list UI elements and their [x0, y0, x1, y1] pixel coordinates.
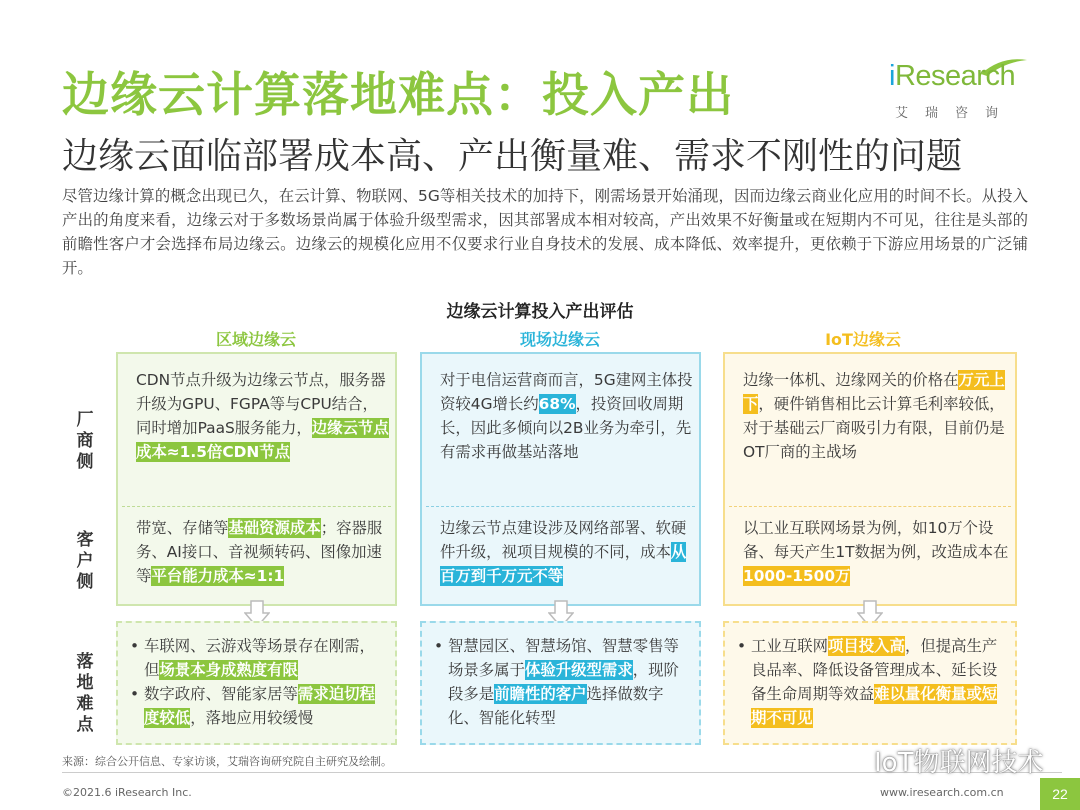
page-number: 22: [1040, 778, 1080, 810]
logo-word: iResearch: [889, 60, 1016, 92]
column-header-onsite: 现场边缘云: [519, 330, 600, 349]
page-subtitle: 边缘云面临部署成本高、产出衡量难、需求不刚性的问题: [62, 136, 963, 177]
row-label-difficulty: 落 地 难 点: [76, 652, 94, 735]
divider-iot: [729, 506, 1011, 507]
list-difficulty-onsite: [432, 634, 694, 730]
source-note: 来源：综合公开信息、专家访谈，艾瑞咨询研究院自主研究及绘制。: [62, 755, 392, 768]
iresearch-logo: [889, 60, 1029, 124]
table-title: 边缘云计算投入产出评估: [446, 302, 634, 322]
column-header-iot: IoT边缘云: [825, 330, 901, 349]
copyright: ©2021.6 iResearch Inc.: [62, 786, 192, 799]
cell-client-iot: 以工业互联网场景为例，如10万个设备、每天产生1T数据为例，改造成本在1000-1500万: [743, 519, 1009, 585]
cell-vendor-onsite: 对于电信运营商而言，5G建网主体投资较4G增长约68%，投资回收周期长，因此多倾向以2B业务为牵引，先有需求再做基站落地: [440, 371, 693, 461]
page-title: 边缘云计算落地难点：投入产出: [62, 68, 734, 123]
intro-paragraph: 尽管边缘计算的概念出现已久，在云计算、物联网、5G等相关技术的加持下，刚需场景开始涌现，因而边缘云商业化应用的时间不长。从投入产出的角度来看，边缘云对于多数场景尚属于体验升级型需求，因其部署成本相对较高，产出效果不好衡量或在短期内不可见，往往是头部的前瞻性客户才会选择布局边缘云。边缘云的规模化应用不仅要求行业自身技术的发展、成本降低、效率提升，更依赖于下游应用场景的广泛铺开。: [62, 187, 1028, 277]
row-label-client: 客 户 侧: [76, 530, 94, 592]
cell-client-onsite: 边缘云节点建设涉及网络部署、软硬件升级，视项目规模的不同，成本从百万到千万元不等: [440, 519, 687, 585]
row-label-vendor: 厂 商 侧: [76, 410, 94, 472]
list-item: • 工业互联网项目投入高，但提高生产良品率、降低设备管理成本、延长设备生命周期等效益难以量化衡量或短期不可见: [735, 634, 1010, 730]
website-link[interactable]: www.iresearch.com.cn: [880, 786, 1004, 799]
watermark: [838, 743, 1043, 777]
list-item: • 车联网、云游戏等场景存在刚需，但场景本身成熟度有限: [128, 634, 390, 682]
logo-subtitle: 艾瑞咨询: [895, 106, 1016, 121]
list-item: • 数字政府、智能家居等需求迫切程度较低，落地应用较缓慢: [128, 682, 390, 730]
cell-vendor-iot: 边缘一体机、边缘网关的价格在万元上下，硬件销售相比云计算毛利率较低，对于基础云厂商吸引力有限，目前仍是OT厂商的主战场: [743, 371, 1005, 461]
divider-onsite: [426, 506, 695, 507]
cell-vendor-regional: CDN节点升级为边缘云节点，服务器升级为GPU、FGPA等与CPU结合，同时增加PaaS服务能力，边缘云节点成本≈1.5倍CDN节点: [136, 371, 389, 461]
divider-regional: [122, 506, 391, 507]
list-difficulty-iot: [735, 634, 1010, 730]
list-item: • 智慧园区、智慧场馆、智慧零售等场景多属于体验升级型需求，现阶段多是前瞻性的客户选择做数字化、智能化转型: [432, 634, 694, 730]
watermark-text: IoT物联网技术: [874, 747, 1044, 778]
list-difficulty-regional: [128, 634, 390, 730]
column-header-regional: 区域边缘云: [215, 330, 296, 349]
wechat-icon: [838, 747, 868, 773]
cell-client-regional: 带宽、存储等基础资源成本；容器服务、AI接口、音视频转码、图像加速等平台能力成本≈1:1: [136, 519, 383, 585]
